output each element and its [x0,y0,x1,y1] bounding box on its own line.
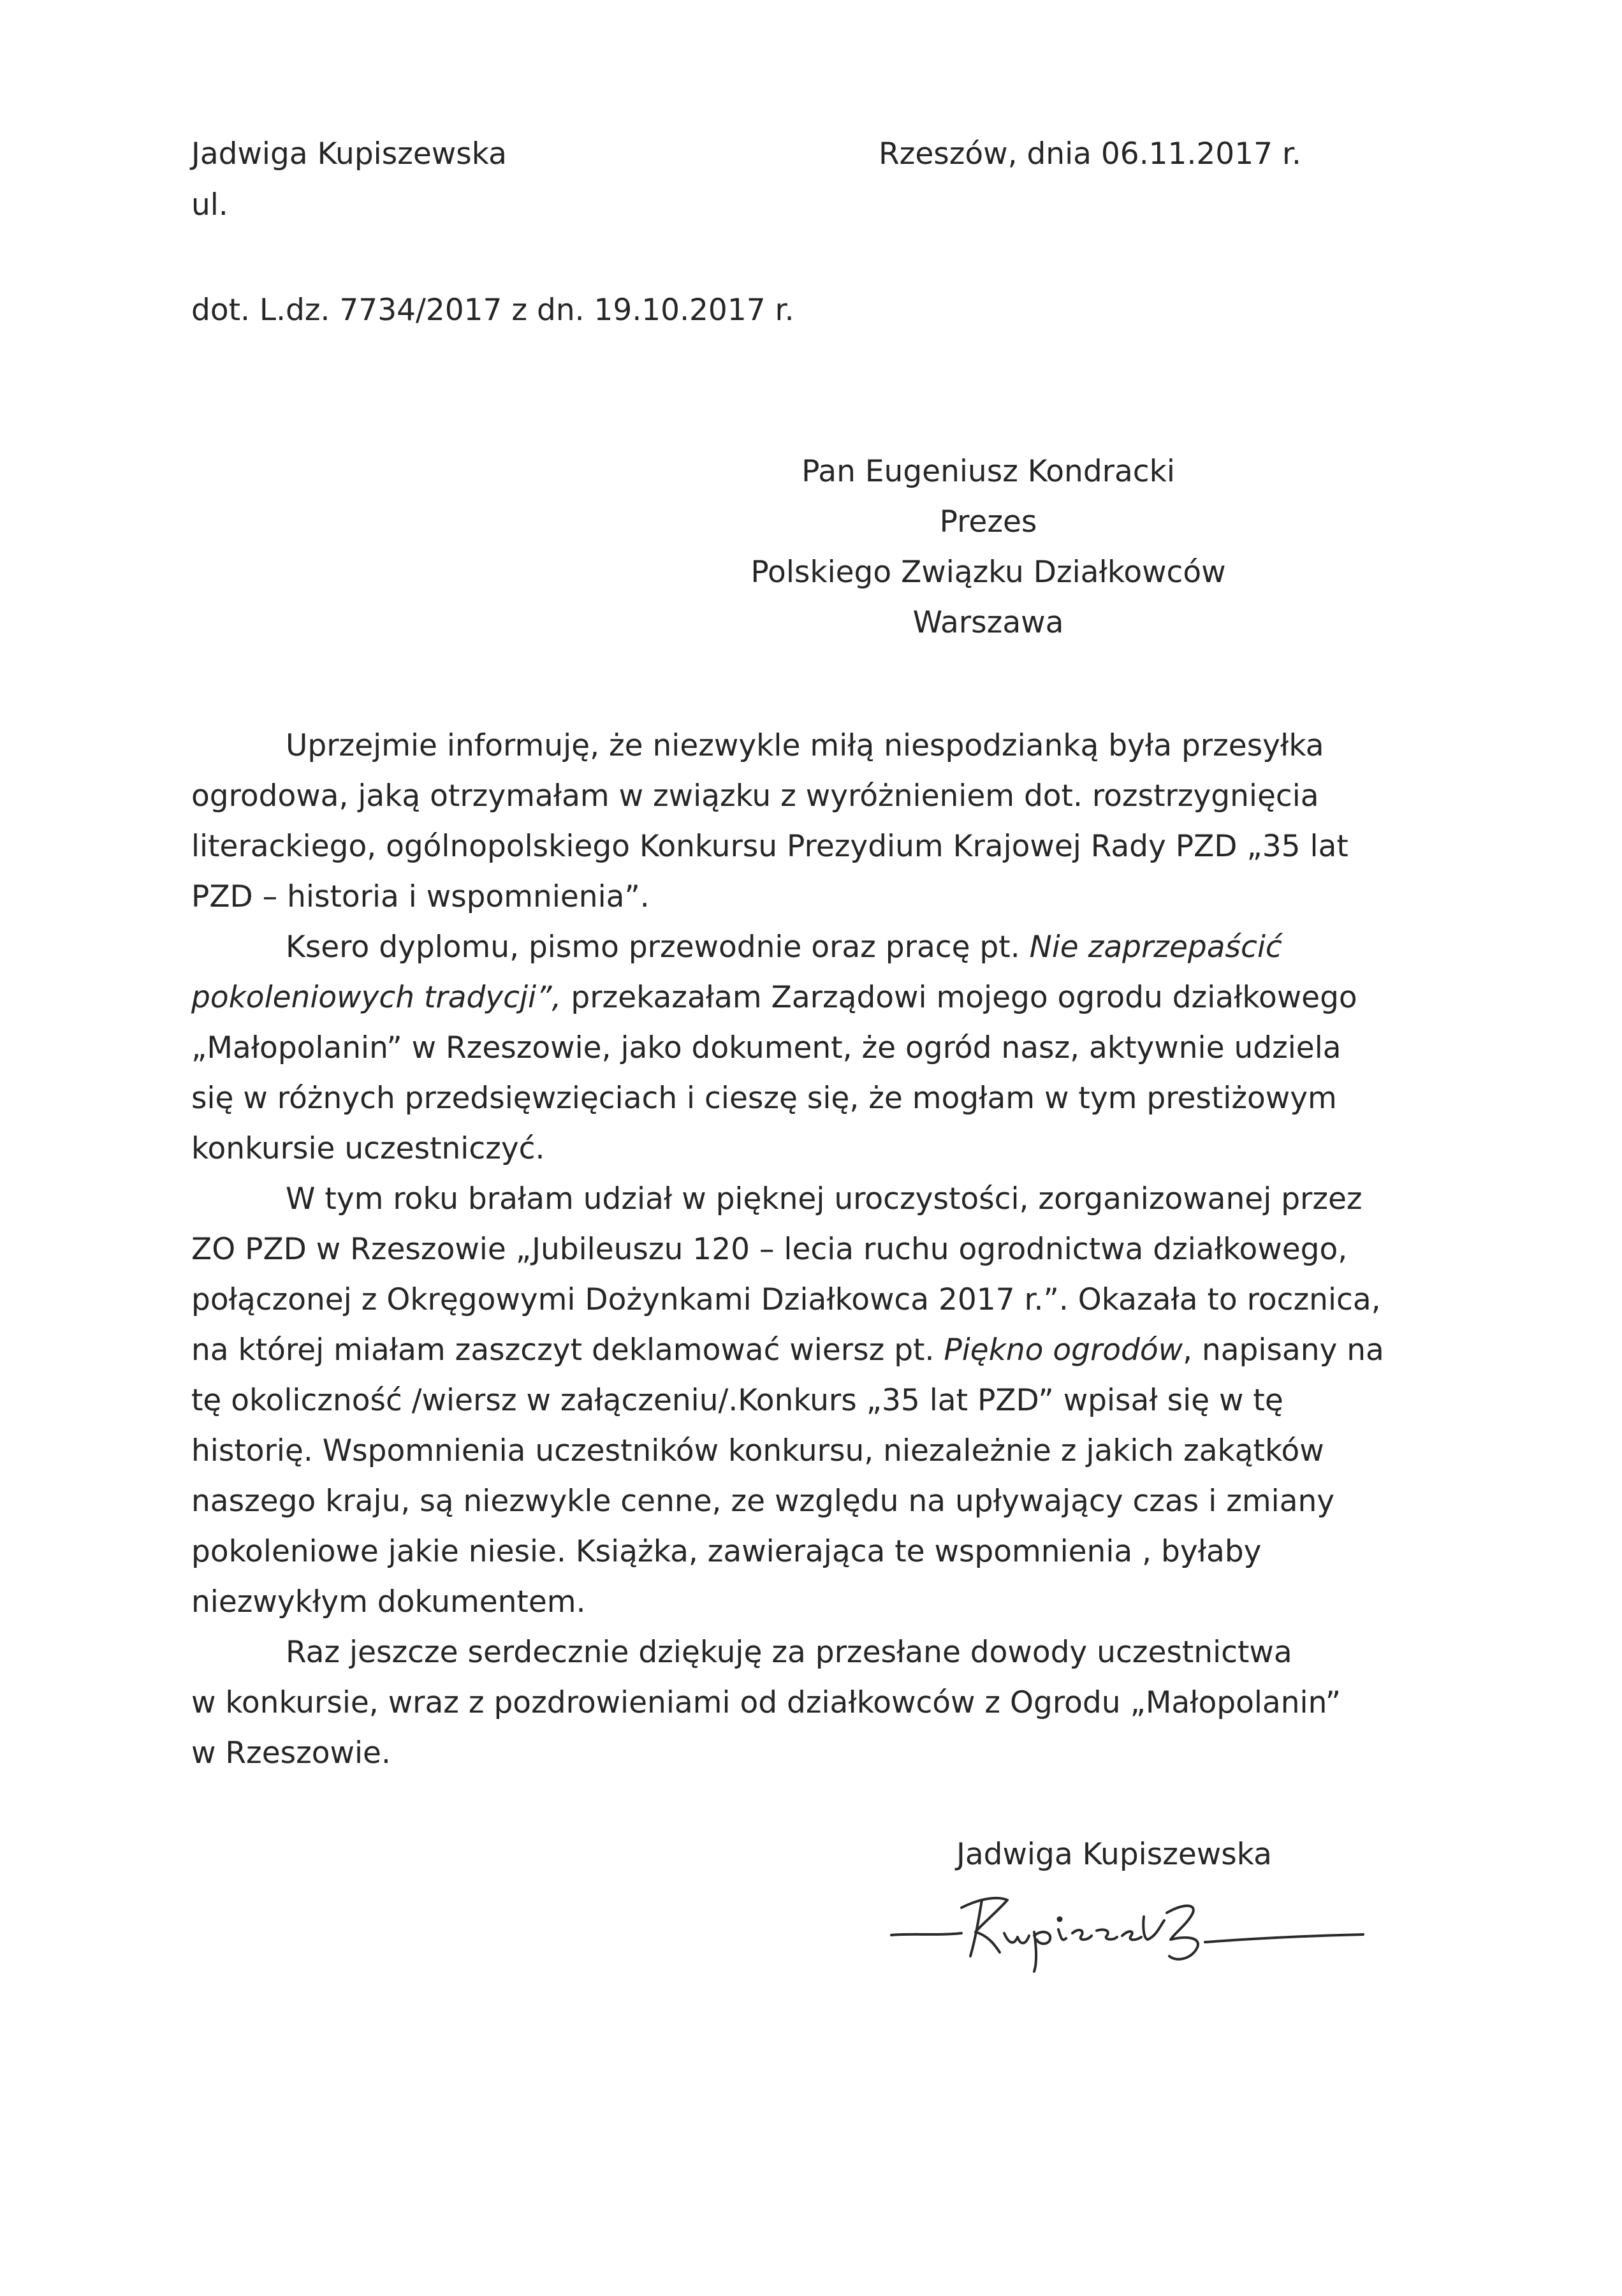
body-text: przekazałam Zarządowi mojego ogrodu działkowego [561,980,1357,1015]
recipient-block [701,446,1275,648]
recipient-name: Pan Eugeniusz Kondracki [801,454,1175,489]
body-line: Uprzejmie informuję, że niezwykle miłą niespodzianką była przesyłka [286,728,1324,763]
body-line: literackiego, ogólnopolskiego Konkursu Prezydium Krajowej Rady PZD „35 lat [191,829,1348,864]
body-line: „Małopolanin” w Rzeszowie, jako dokument, że ogród nasz, aktywnie udziela [191,1030,1341,1065]
letter-body [191,720,1390,1778]
body-line: w konkursie, wraz z pozdrowieniami od działkowców z Ogrodu „Małopolanin” [191,1685,1341,1720]
work-title: Nie zaprzepaścić [1029,930,1282,965]
place-date: Rzeszów, dnia 06.11.2017 r. [879,136,1301,172]
recipient-title: Prezes [939,504,1037,539]
sender-street: ul. [191,187,228,223]
body-line: się w różnych przedsięwzięciach i cieszę się, że mogłam w tym prestiżowym [191,1081,1337,1116]
body-line: W tym roku brałam udział w pięknej uroczystości, zorganizowanej przez [286,1181,1363,1217]
reference-line: dot. L.dz. 7734/2017 z dn. 19.10.2017 r. [191,293,794,328]
body-line [191,922,1390,972]
body-line: tę okoliczność /wiersz w załączeniu/.Konkurs „35 lat PZD” wpisał się w tę [191,1383,1283,1418]
body-text: Ksero dyplomu, pismo przewodnie oraz pracę pt. [286,930,1030,965]
body-line: Raz jeszcze serdecznie dziękuję za przesłane dowody uczestnictwa [286,1635,1292,1670]
handwritten-signature [886,1875,1371,1977]
body-line: konkursie uczestniczyć. [191,1131,545,1166]
recipient-city: Warszawa [912,605,1064,640]
recipient-organization: Polskiego Związku Działkowców [750,555,1226,590]
body-line: ZO PZD w Rzeszowie „Jubileuszu 120 – lecia ruchu ogrodnictwa działkowego, [191,1232,1348,1267]
body-line: połączonej z Okręgowymi Dożynkami Działkowca 2017 r.”. Okazała to rocznica, [191,1282,1381,1317]
body-text: , napisany na [1183,1333,1384,1368]
signature-name: Jadwiga Kupiszewska [956,1837,1272,1872]
body-line: w Rzeszowie. [191,1736,391,1771]
body-text: na której miałam zaszczyt deklamować wiersz pt. [191,1333,944,1368]
work-title: pokoleniowych tradycji”, [191,980,562,1015]
body-line: naszego kraju, są niezwykle cenne, ze względu na upływający czas i zmiany [191,1484,1335,1519]
body-line: pokoleniowe jakie niesie. Książka, zawierająca te wspomnienia , byłaby [191,1534,1262,1569]
body-line [191,1325,1390,1375]
poem-title: Piękno ogrodów [944,1333,1183,1368]
body-line: niezwykłym dokumentem. [191,1584,586,1620]
body-line: historię. Wspomnienia uczestników konkursu, niezależnie z jakich zakątków [191,1433,1324,1468]
body-line: PZD – historia i wspomnienia”. [191,879,650,914]
body-line [191,972,1390,1023]
body-line: ogrodowa, jaką otrzymałam w związku z wyróżnieniem dot. rozstrzygnięcia [191,779,1319,814]
sender-name: Jadwiga Kupiszewska [191,136,507,172]
